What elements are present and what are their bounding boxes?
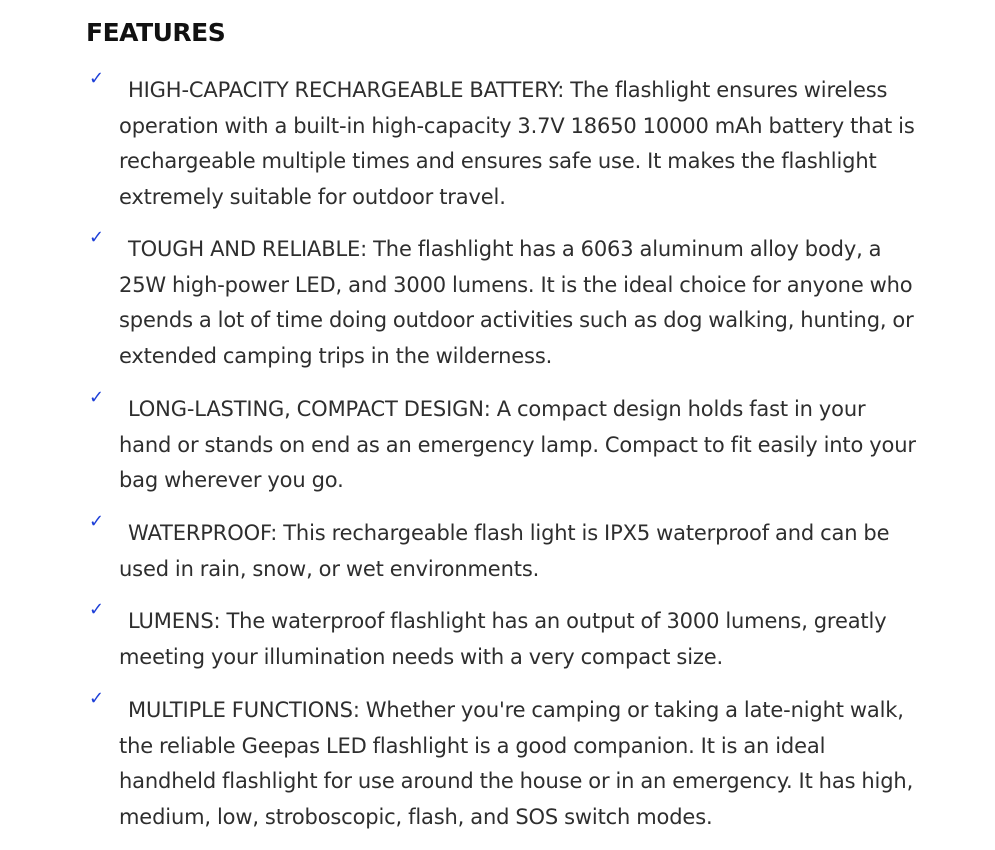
feature-text: MULTIPLE FUNCTIONS: Whether you're camping or taking a late-night walk, the reliable Geepas LED flashlight is a good companion. It is an ideal handheld flashlight for use around the house or in an emergency. It has high, medium, low, stroboscopic, flash, and SOS switch modes. xyxy=(119,698,914,829)
feature-text: TOUGH AND RELIABLE: The flashlight has a 6063 aluminum alloy body, a 25W high-power LED, and 3000 lumens. It is the ideal choice for anyone who spends a lot of time doing outdoor activities such as dog walking, hunting, or extended camping trips in the wilderness. xyxy=(119,237,914,368)
feature-text: HIGH-CAPACITY RECHARGEABLE BATTERY: The flashlight ensures wireless operation with a built-in high-capacity 3.7V 18650 10000 mAh battery that is rechargeable multiple times and ensures safe use. It makes the flashlight extremely suitable for outdoor travel. xyxy=(119,78,915,209)
checkmark-icon: ✓ xyxy=(89,387,105,408)
checkmark-icon: ✓ xyxy=(89,227,105,248)
checkmark-icon: ✓ xyxy=(89,688,105,709)
features-heading: FEATURES xyxy=(86,18,226,47)
feature-text: WATERPROOF: This rechargeable flash light is IPX5 waterproof and can be used in rain, snow, or wet environments. xyxy=(119,521,890,581)
checkmark-icon: ✓ xyxy=(89,511,105,532)
checkmark-icon: ✓ xyxy=(89,599,105,620)
feature-text: LUMENS: The waterproof flashlight has an output of 3000 lumens, greatly meeting your illumination needs with a very compact size. xyxy=(119,609,887,669)
checkmark-icon: ✓ xyxy=(89,68,105,89)
feature-text: LONG-LASTING, COMPACT DESIGN: A compact design holds fast in your hand or stands on end as an emergency lamp. Compact to fit easily into your bag wherever you go. xyxy=(119,397,916,492)
